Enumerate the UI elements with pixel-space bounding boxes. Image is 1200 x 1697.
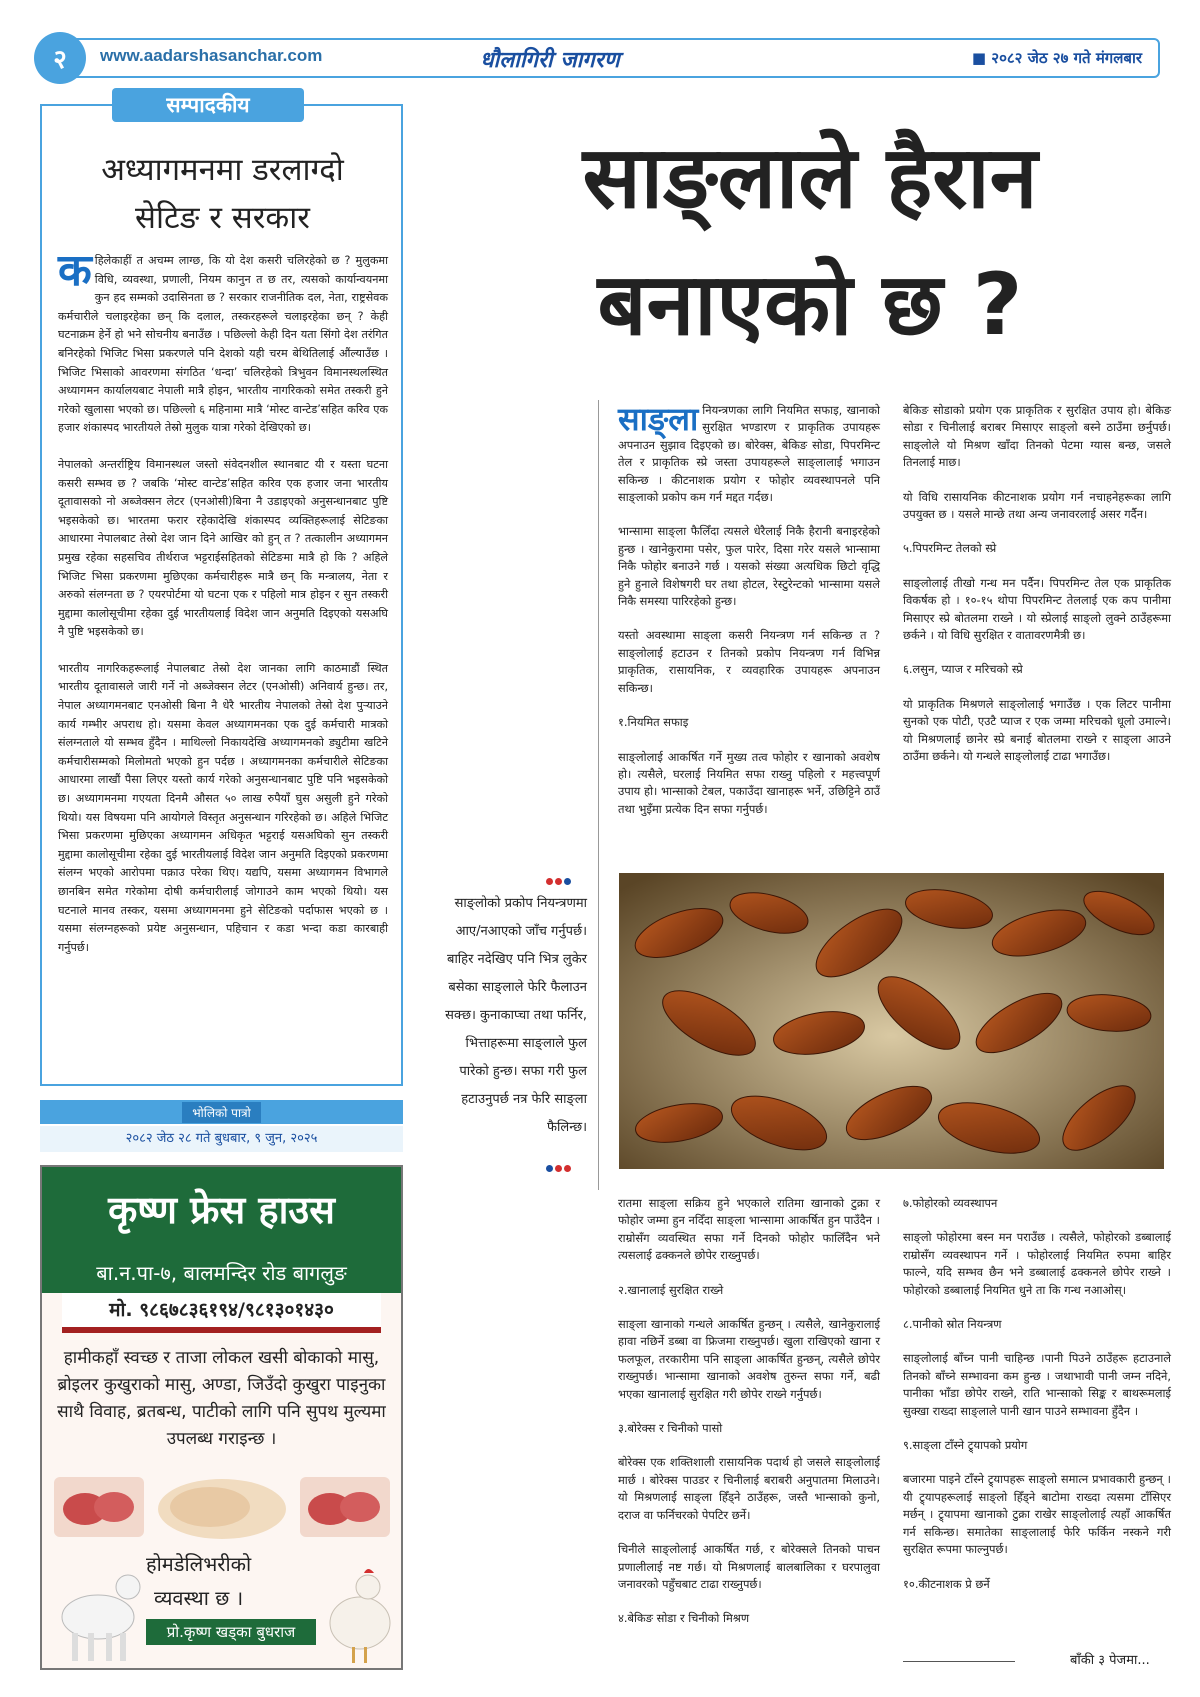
article-subheading: १०.कीटनाशक प्रे छर्ने (903, 1576, 990, 1591)
website-link[interactable]: www.aadarshasanchar.com (100, 46, 323, 65)
article-subheading: ७.फोहोरको व्यवस्थापन (903, 1196, 998, 1210)
ad-delivery-line1: होमडेलिभरीको (146, 1552, 252, 1576)
article-paragraph: साङ्लो फोहोरमा बस्न मन पराउँछ । त्यसैले, फोहोरको डब्बालाई राम्रोसँग व्यवस्थापन गर्ने । फोहोरलाई नियमित रुपमा बाहिर फाल्ने, यदि सम्भव छैन भने डब्बालाई ढक्कनले छोपेर राख्ने । फोहोरको डब्बालाई नियमित धुने ता कि गन्ध नआओस्। (903, 1230, 1171, 1297)
article-paragraph: साङ्लोलाई तीखो गन्ध मन पर्दैन। पिपरमिन्ट तेल एक प्राकृतिक विकर्षक हो । १०-१५ थोपा पिपरमिन्ट तेललाई एक कप पानीमा मिसाएर स्प्रे बोतलमा राख्ने । यो स्प्रेलाई साङ्लो लुक्ने ठाउँहरूमा छर्कने । यो विधि सुरक्षित र वातावरणमैत्री छ। (903, 575, 1171, 643)
article-paragraph: साङ्लोलाई आकर्षित गर्ने मुख्य तत्व फोहोर र खानाको अवशेष हो। त्यसैले, घरलाई नियमित सफा राख्नु पहिलो र महत्त्वपूर्ण उपाय हो। भान्साको टेबल, पकाउँदा खानाहरू भर्ने, उछिट्टिने ठाउँ तथा भुइँमा प्रत्येक दिन सफा गर्नुपर्छ। (618, 749, 880, 816)
pull-quote: साङ्लोको प्रकोप नियन्त्रणमा आए/नआएको जाँच गर्नुपर्छ। बाहिर नदेखिए पनि भित्र लुकेर बसेका साङ्लाले फेरि फैलाउन सक्छ। कुनाकाप्चा तथा फर्निर, भित्ताहरूमा साङ्लाले फुल पारेको हुन्छ। सफा गरी फुल हटाउनुपर्छ नत्र फेरि साङ्ला फैलिन्छ। (445, 896, 587, 1135)
ad-business-name: कृष्ण फ्रेस हाउस (42, 1167, 401, 1253)
article-subheading: ६.लसुन, प्याज र मरिचको स्प्रे (903, 662, 1023, 677)
ad-delivery (146, 1547, 251, 1615)
ad-description: हामीकहाँ स्वच्छ र ताजा लोकल खसी बोकाको मासु, ब्रोइलर कुखुराको मासु, अण्डा, जिउँदो कुखुरा पाइनुका साथै विवाह, ब्रतबन्ध, पाटीको लागि पनि सुपथ मुल्यमा उपलब्ध गराइन्छ । (57, 1348, 386, 1449)
advertisement (40, 1165, 403, 1670)
article-paragraph: बोरेक्स एक शक्तिशाली रासायनिक पदार्थ हो जसले साङ्लोलाई मार्छ । बोरेक्स पाउडर र चिनीलाई बराबरी अनुपातमा मिलाउने। यो मिश्रणलाई साङ्ला हिँड्ने ठाउँहरू, जस्तै भान्साको कुनो, दराज वा फर्निचरको पेपटिर छर्ने। (618, 1455, 880, 1522)
editorial-body (58, 245, 388, 975)
article-paragraph: साङ्ला खानाको गन्धले आकर्षित हुन्छन् । त्यसैले, खानेकुरालाई हावा नछिर्ने डब्बा वा फ्रिजमा राख्नुपर्छ। खुला राखिएको खाना र फलफूल, तरकारीमा पनि साङ्ला आकर्षित हुन्छन्, त्यसैले छोपेर राख्नुपर्छ। भान्सामा खानाको अवशेष तुरुन्त सफा गर्ने, बढी भएका खानालाई सुरक्षित गरी छोपेर राख्ने गर्नुपर्छ। (618, 1317, 880, 1401)
article-paragraph: बजारमा पाइने टाँस्ने ट्र्यापहरू साङ्लो समात्न प्रभावकारी हुन्छन् । यी ट्र्यापहरूलाई साङ्लो हिँड्ने बाटोमा राख्दा त्यसमा टाँसिएर मर्छन् । ट्र्यापमा खानाको टुक्रा राखेर साङ्लोलाई त्यहाँ आकर्षित गर्न सकिन्छ। समातेका साङ्लालाई फेरि फर्किन नस्कने गरी सुरक्षित रूपमा फाल्नुपर्छ। (903, 1472, 1171, 1557)
article-subheading: ३.बोरेक्स र चिनीको पासो (618, 1421, 723, 1436)
article-paragraph: भान्सामा साङ्ला फैलिँदा त्यसले धेरैलाई निकै हैरानी बनाइरहेको हुन्छ । खानेकुरामा पसेर, फुल पारेर, दिसा गरेर यसले भान्सामा निकै फोहोर बनाउने गर्छ । यसको संख्या अत्यधिक छिटो वृद्धि हुने हुनाले विशेषगरी घर तथा होटल, रेस्टुरेन्टको भान्सामा यसले निकै समस्या पारिरहेको हुन्छ। (618, 524, 880, 609)
article-paragraph: रातमा साङ्ला सक्रिय हुने भएकाले रातिमा खानाको टुक्रा र फोहोर जम्मा हुन नदिँदा साङ्ला भान्सामा आकर्षित हुन पाउँदैन । राम्रोसँग व्यवस्थित सफा गर्ने दिनको फोहोर फालिँदैन भने त्यसलाई ढक्कनले छोपेर राख्नुपर्छ। (618, 1196, 880, 1263)
article-headline-line2: बनाएको छ ? (597, 255, 1023, 355)
editorial-paragraph: कहिलेकाहीं त अचम्म लाग्छ, कि यो देश कसरी चलिरहेको छ ? मुलुकमा विधि, व्यवस्था, प्रणाली, नियम कानुन त छ तर, त्यसको कार्यान्वयनमा कुन हद सम्मको उदासिनता छ ? सरकार राजनीतिक दल, नेता, राष्ट्रसेवक कर्मचारीले चलाइरहेका छन् कि दलाल, तस्करहरूले चलाइरहेका छन् ? केही घटनाक्रम हेर्ने हो भने सोचनीय बनाउँछ । पछिल्लो केही दिन यता सिंगो देश तरंगित बनिरहेको भिजिट भिसा प्रकरणले पनि देशको यही चरम बेथितिलाई औंल्याउँछ । भिजिट भिसाको आवरणमा संगठित ‘धन्दा’ चलिरहेको त्रिभुवन विमानस्थलस्थित अध्यागमन कार्यालयबाट नेपाली मात्रै होइन, भारतीय नागरिकको समेत तस्करी हुने गरेको खुलासा भएको छ। पछिल्लो ६ महिनामा मात्रै ‘मोस्ट वान्टेड’सहित करिव एक हजार शंकास्पद भारतीयले तेस्रो मुलुक यात्रा गरेको देखिएको छ। (58, 245, 388, 435)
editorial-paragraph: भारतीय नागरिकहरूलाई नेपालबाट तेस्रो देश जानका लागि काठमाडौं स्थित भारतीय दूतावासले जारी गर्ने नो अब्जेक्सन लेटर (एनओसी) अनिवार्य हुन्छ। तर, नेपाल अध्यागमनबाट एनओसी बिना नै धेरै भारतीय नेपालको तेस्रो देश पुऱ्याउने कार्य गम्भीर अपराध हो। यसमा केवल अध्यागमनका एक दुई कर्मचारी मात्रको संलग्नताले यो सम्भव हुँदैन । माथिल्लो निकायदेखि अध्यागमनको ड्युटीमा खटिने कर्मचारीसम्मको मिलोमतो भएको हुन पर्दछ । अध्यागमनका कर्मचारीले सेटिङका आधारमा लाखौं पैसा लिएर यस्तो कार्य गरेको अनुसन्धानबाट पुष्टि पनि भइसकेको छ। अध्यागमनमा गएयता दिनमै औसत ५० लाख रुपैयाँ घुस असुली हुने गरेको थियो। यस विषयमा पनि आयोगले विस्तृत अनुसन्धान गरिरहेको छ। अहिले भिजिट भिसा प्रकरणमा मुछिएका अध्यागमन अधिकृत भट्टराई यसअघिको सुन तस्करी मुद्दामा कालोसूचीमा रहेका दुई भारतीयलाई विदेश जान अनुमति दिइएको प्रकरणमा संलग्न भएको आरोपमा पक्राउ परेका थिए। यद्यपि, यसमा अध्यागमन विभागले छानबिन समेत गरेकोमा दोषी कर्मचारीलाई जोगाउने काम भएको थियो। यस घटनाले मानव तस्कर, यसमा अध्यागमनमा हुने सेटिङको पर्दाफास भएको छ । यसमा संलग्नहरूको प्रयेष्ट अनुसन्धान, पहिचान र कडा भन्दा कडा कारबाही गर्नुपर्छ। (58, 661, 388, 954)
calendar-date: २०८२ जेठ २८ गते बुधबार, ९ जुन, २०२५ (40, 1126, 403, 1152)
hen-image (322, 1559, 398, 1667)
column-divider (598, 400, 599, 1190)
article-subheading: ८.पानीको स्रोत नियन्त्रण (903, 1317, 1002, 1332)
ad-delivery-line2: व्यवस्था छ । (153, 1586, 244, 1610)
article-paragraph: बेकिङ सोडाको प्रयोग एक प्राकृतिक र सुरक्षित उपाय हो। बेकिङ सोडा र चिनीलाई बराबर मिसाएर साङ्लो बस्ने ठाउँमा छर्नुपर्छ। साङ्लोले यो मिश्रण खाँदा तिनको पेटमा ग्यास बन्छ, जसले तिनलाई माछ। (903, 403, 1171, 470)
article-headline-line1: साङ्लाले हैरान (582, 128, 1038, 228)
editorial-title-line1: अध्यागमनमा डरलाग्दो (101, 152, 344, 188)
meat-images (50, 1467, 393, 1547)
article-column-2 (903, 402, 1171, 783)
continued-on-page: बाँकी ३ पेजमा... (1070, 1653, 1150, 1668)
editorial-dropcap: क (58, 245, 92, 296)
article-subheading: ५.पिपरमिन्ट तेलको स्प्रे (903, 541, 997, 556)
page-number: २ (34, 32, 86, 84)
article-subheading: ९.साङ्ला टाँस्ने ट्र्यापको प्रयोग (903, 1438, 1028, 1453)
article-lead-word: साङ्ला (618, 400, 699, 438)
continuation-rule (903, 1661, 1015, 1662)
article-subheading: २.खानालाई सुरक्षित राख्ने (618, 1282, 724, 1297)
masthead-logo: धौलागिरी जागरण (480, 48, 620, 73)
article-column-3 (618, 1195, 880, 1645)
article-paragraph: साङ्ला नियन्त्रणका लागि नियमित सफाइ, खानाको सुरक्षित भण्डारण र प्राकृतिक उपायहरू अपनाउन सुझाव दिइएको छ। बोरेक्स, बेकिङ सोडा, पिपरमिन्ट तेल र प्राकृतिक स्प्रे जस्ता उपायहरूले साङ्लालाई भगाउन सकिन्छ । कीटनाशक प्रयोग र फोहोर व्यवस्थापनले पनि साङ्लाको प्रकोप कम गर्न मद्दत गर्दछ। (618, 400, 880, 505)
ad-owner: प्रो.कृष्ण खड्का बुधराज (146, 1619, 316, 1645)
article-column-4 (903, 1195, 1171, 1610)
ad-phone: मो. ९८६७८३६१९४/९८१३०१४३० (62, 1293, 381, 1333)
pull-quote-dots-bottom (545, 1157, 572, 1176)
calendar-bar (40, 1100, 403, 1124)
goat-image (48, 1557, 144, 1667)
cockroach-photo (619, 873, 1164, 1169)
article-paragraph: चिनीले साङ्लोलाई आकर्षित गर्छ, र बोरेक्सले तिनको पाचन प्रणालीलाई नष्ट गर्छ। यो मिश्रणलाई बालबालिका र घरपालुवा जनावरको पहुँचबाट टाढा राख्नुपर्छ। (618, 1542, 880, 1591)
article-subheading: ४.बेकिङ सोडा र चिनीको मिश्रण (618, 1611, 750, 1626)
article-paragraph: यो प्राकृतिक मिश्रणले साङ्लोलाई भगाउँछ । एक लिटर पानीमा सुनको एक पोटी, एउटै प्याज र एक जम्मा मरिचको धूलो उमाल्ने। यो मिश्रणलाई छानेर स्प्रे बनाई बोतलमा राख्ने र साङ्ला आउने ठाउँमा छर्कने। यो गन्धले साङ्लोलाई टाढा भगाउँछ। (903, 696, 1171, 764)
article-paragraph: यस्तो अवस्थामा साङ्ला कसरी नियन्त्रण गर्न सकिन्छ त ? साङ्लोलाई हटाउन र तिनको प्रकोप नियन्त्रण गर्न विभिन्न प्राकृतिक, रासायनिक, र व्यवहारिक उपायहरू अपनाउन सकिन्छ। (618, 628, 880, 695)
editorial-tag: सम्पादकीय (112, 88, 304, 122)
article-column-1 (618, 402, 880, 835)
pull-quote-dots-top (545, 870, 572, 889)
calendar-label: भोलिको पात्रो (182, 1102, 261, 1123)
article-subheading: १.नियमित सफाइ (618, 715, 689, 730)
editorial-paragraph: नेपालको अन्तर्राष्ट्रिय विमानस्थल जस्तो संवेदनशील स्थानबाट यी र यस्ता घटना कसरी सम्भव छ ? जबकि ‘मोस्ट वान्टेड’सहित करिव एक हजार जना भारतीय दूतावासको नो अब्जेक्सन लेटर (एनओसी)बिना नै उडाइएको अनुसन्धानबाट पुष्टि भइसकेको छ। भारतमा फरार रहेकादेखि शंकास्पद व्यक्तिहरूलाई सेटिङका आधारमा नेपालबाट तेस्रो देश जान दिने आखिर को हुन् त ? तत्कालीन अध्यागमन प्रमुख रहेका सहसचिव तीर्थराज भट्टराईसहितको सेटिङमा मात्रै हो कि ? अहिले भिजिट भिसा प्रकरणमा मुछिएका कर्मचारीहरू मात्रै छन् कि मन्त्रालय, नेता र अरुको संलग्नता छ ? एयरपोर्टमा यो घटना एक र पहिलो मात्र होइन र सुन तस्करी मुद्दामा कालोसूचीमा रहेका दुई भारतीयलाई विदेश जान अनुमति दिइएको यसअघि नै पुष्टि भइसकेको छ। (58, 457, 388, 639)
article-paragraph: साङ्लोलाई बाँच्न पानी चाहिन्छ ।पानी पिउने ठाउँहरू हटाउनाले तिनको बाँच्ने सम्भावना कम हुन्छ । जथाभावी पानी जम्न नदिने, पानीका भाँडा छोपेर राख्ने, राति भान्साको सिङ्क र बाथरूमलाई सुक्खा राख्दा साङ्लाले पानी खान पाउने सम्भावना हुँदैन । (903, 1351, 1171, 1418)
ad-address: बा.न.पा-७, बालमन्दिर रोड बागलुङ (42, 1253, 401, 1293)
article-paragraph: यो विधि रासायनिक कीटनाशक प्रयोग गर्न नचाहनेहरूका लागि उपयुक्त छ । यसले मान्छे तथा अन्य जनावरलाई असर गर्दैन। (903, 489, 1171, 522)
issue-date: ■ २०८२ जेठ २७ गते मंगलबार (971, 49, 1142, 67)
editorial-title-line2: सेटिङ र सरकार (135, 200, 310, 236)
